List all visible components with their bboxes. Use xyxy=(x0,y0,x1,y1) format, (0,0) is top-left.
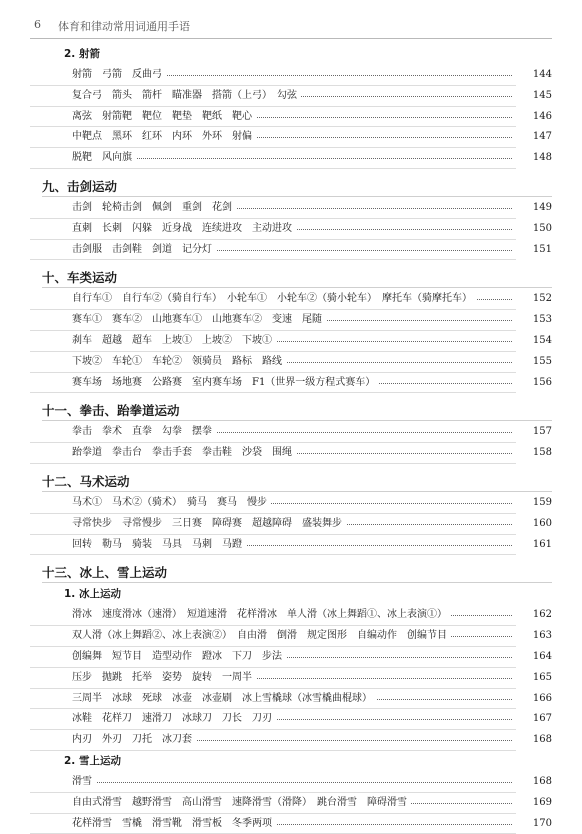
entry-terms: 压步 抛跳 托举 姿势 旋转 一周半 xyxy=(72,672,256,683)
toc-entry[interactable] xyxy=(30,331,552,352)
entry-page-number: 150 xyxy=(516,219,552,240)
book-title: 体育和律动常用词通用手语 xyxy=(58,20,190,33)
toc-entry[interactable] xyxy=(30,793,552,814)
entry-page-number: 146 xyxy=(516,107,552,128)
subsection-title: 2. 雪上运动 xyxy=(64,754,121,767)
toc-entry[interactable] xyxy=(30,668,552,689)
entry-page-number: 160 xyxy=(516,514,552,535)
toc-entry[interactable] xyxy=(30,219,552,240)
chapter-title: 十三、冰上、雪上运动 xyxy=(30,561,552,584)
entry-page-number: 163 xyxy=(516,626,552,647)
toc-entry[interactable] xyxy=(30,310,552,331)
entry-terms: 寻常快步 寻常慢步 三日赛 障碍赛 超越障碍 盛装舞步 xyxy=(72,518,346,529)
entry-page-number: 144 xyxy=(516,65,552,86)
entry-page-number: 166 xyxy=(516,689,552,710)
toc-entry[interactable] xyxy=(30,605,552,626)
entry-page-number: 169 xyxy=(516,793,552,814)
entry-page-number: 168 xyxy=(516,730,552,751)
entry-terms: 赛车场 场地赛 公路赛 室内赛车场 F1（世界一级方程式赛车） xyxy=(72,377,379,388)
toc-entry[interactable] xyxy=(30,127,552,148)
entry-terms: 内刃 外刃 刀托 冰刀套 xyxy=(72,734,196,745)
entry-page-number: 147 xyxy=(516,127,552,148)
toc-entry[interactable] xyxy=(30,626,552,647)
toc-entry[interactable] xyxy=(30,647,552,668)
entry-terms: 拳击 拳术 直拳 勾拳 摆拳 xyxy=(72,426,216,437)
table-of-contents xyxy=(30,44,552,834)
entry-page-number: 154 xyxy=(516,331,552,352)
subsection-title: 2. 射箭 xyxy=(64,48,100,60)
entry-page-number: 152 xyxy=(516,289,552,310)
toc-entry[interactable] xyxy=(30,493,552,514)
entry-page-number: 157 xyxy=(516,422,552,443)
entry-page-number: 158 xyxy=(516,443,552,464)
toc-entry[interactable] xyxy=(30,772,552,793)
entry-terms: 脱靶 风向旗 xyxy=(72,152,136,163)
dot-leader xyxy=(72,158,512,159)
toc-section xyxy=(30,175,552,260)
chapter-title: 十、车类运动 xyxy=(30,266,552,289)
toc-entry[interactable] xyxy=(30,198,552,219)
entry-terms: 冰鞋 花样刀 速滑刀 冰球刀 刀长 刀刃 xyxy=(72,713,276,724)
subsection-title: 1. 冰上运动 xyxy=(64,588,121,601)
entry-terms: 直刺 长刺 闪躲 近身战 连续进攻 主动进攻 xyxy=(72,223,296,234)
dot-leader xyxy=(72,782,512,783)
entry-terms: 回转 勒马 骑装 马具 马刺 马蹬 xyxy=(72,539,246,550)
entry-page-number: 148 xyxy=(516,148,552,169)
entry-page-number: 164 xyxy=(516,647,552,668)
toc-entry[interactable] xyxy=(30,709,552,730)
toc-entry[interactable] xyxy=(30,65,552,86)
toc-section xyxy=(30,44,552,169)
entry-terms: 创编舞 短节目 造型动作 蹬冰 下刀 步法 xyxy=(72,651,286,662)
toc-entry[interactable] xyxy=(30,730,552,751)
toc-entry[interactable] xyxy=(30,514,552,535)
toc-entry[interactable] xyxy=(30,148,552,169)
entry-page-number: 161 xyxy=(516,535,552,556)
toc-entry[interactable] xyxy=(30,535,552,556)
entry-page-number: 162 xyxy=(516,605,552,626)
entry-page-number: 149 xyxy=(516,198,552,219)
entry-terms: 滑雪 xyxy=(72,776,96,787)
entry-terms: 击剑服 击剑鞋 剑道 记分灯 xyxy=(72,244,216,255)
toc-entry[interactable] xyxy=(30,289,552,310)
entry-terms: 中靶点 黑环 红环 内环 外环 射偏 xyxy=(72,131,256,142)
entry-terms: 击剑 轮椅击剑 佩剑 重剑 花剑 xyxy=(72,202,236,213)
toc-section xyxy=(30,266,552,393)
entry-terms: 三周半 冰球 死球 冰壶 冰壶刷 冰上雪橇球（冰雪橇曲棍球） xyxy=(72,693,376,704)
entry-terms: 滑冰 速度滑冰（速滑） 短道速滑 花样滑冰 单人滑（冰上舞蹈①、冰上表演①） xyxy=(72,609,451,620)
toc-entry[interactable] xyxy=(30,240,552,261)
entry-page-number: 167 xyxy=(516,709,552,730)
toc-section xyxy=(30,399,552,464)
entry-page-number: 151 xyxy=(516,240,552,261)
toc-entry[interactable] xyxy=(30,352,552,373)
entry-terms: 马术① 马术②（骑术） 骑马 赛马 慢步 xyxy=(72,497,271,508)
toc-entry[interactable] xyxy=(30,443,552,464)
toc-entry[interactable] xyxy=(30,86,552,107)
entry-terms: 下坡② 车轮① 车轮② 领骑员 路标 路线 xyxy=(72,356,286,367)
header-divider xyxy=(30,38,552,39)
chapter-title: 九、击剑运动 xyxy=(30,175,552,198)
page-number: 6 xyxy=(34,18,41,31)
entry-terms: 自行车① 自行车②（骑自行车） 小轮车① 小轮车②（骑小轮车） 摩托车（骑摩托车） xyxy=(72,293,476,304)
chapter-title: 十一、拳击、跆拳道运动 xyxy=(30,399,552,422)
entry-page-number: 156 xyxy=(516,373,552,394)
entry-terms: 花样滑雪 雪橇 滑雪靴 滑雪板 冬季两项 xyxy=(72,818,276,829)
entry-page-number: 153 xyxy=(516,310,552,331)
entry-page-number: 145 xyxy=(516,86,552,107)
toc-entry[interactable] xyxy=(30,689,552,710)
entry-page-number: 155 xyxy=(516,352,552,373)
toc-section xyxy=(30,561,552,834)
entry-terms: 双人滑（冰上舞蹈②、冰上表演②） 自由滑 倒滑 规定图形 自编动作 创编节目 xyxy=(72,630,451,641)
entry-page-number: 159 xyxy=(516,493,552,514)
entry-page-number: 165 xyxy=(516,668,552,689)
toc-section xyxy=(30,470,552,555)
entry-terms: 赛车① 赛车② 山地赛车① 山地赛车② 变速 尾随 xyxy=(72,314,326,325)
entry-page-number: 170 xyxy=(516,814,552,834)
entry-terms: 复合弓 箭头 箭杆 瞄准器 搭箭（上弓） 勾弦 xyxy=(72,90,301,101)
entry-page-number: 168 xyxy=(516,772,552,793)
entry-terms: 跆拳道 拳击台 拳击手套 拳击鞋 沙袋 围绳 xyxy=(72,447,296,458)
entry-terms: 离弦 射箭靶 靶位 靶垫 靶纸 靶心 xyxy=(72,111,256,122)
toc-entry[interactable] xyxy=(30,373,552,394)
toc-entry[interactable] xyxy=(30,107,552,128)
entry-terms: 自由式滑雪 越野滑雪 高山滑雪 速降滑雪（滑降） 跳台滑雪 障碍滑雪 xyxy=(72,797,411,808)
page-header xyxy=(0,0,582,40)
entry-terms: 刹车 超越 超车 上坡① 上坡② 下坡① xyxy=(72,335,276,346)
entry-terms: 射箭 弓箭 反曲弓 xyxy=(72,69,166,80)
toc-entry[interactable] xyxy=(30,814,552,834)
toc-entry[interactable] xyxy=(30,422,552,443)
chapter-title: 十二、马术运动 xyxy=(30,470,552,493)
